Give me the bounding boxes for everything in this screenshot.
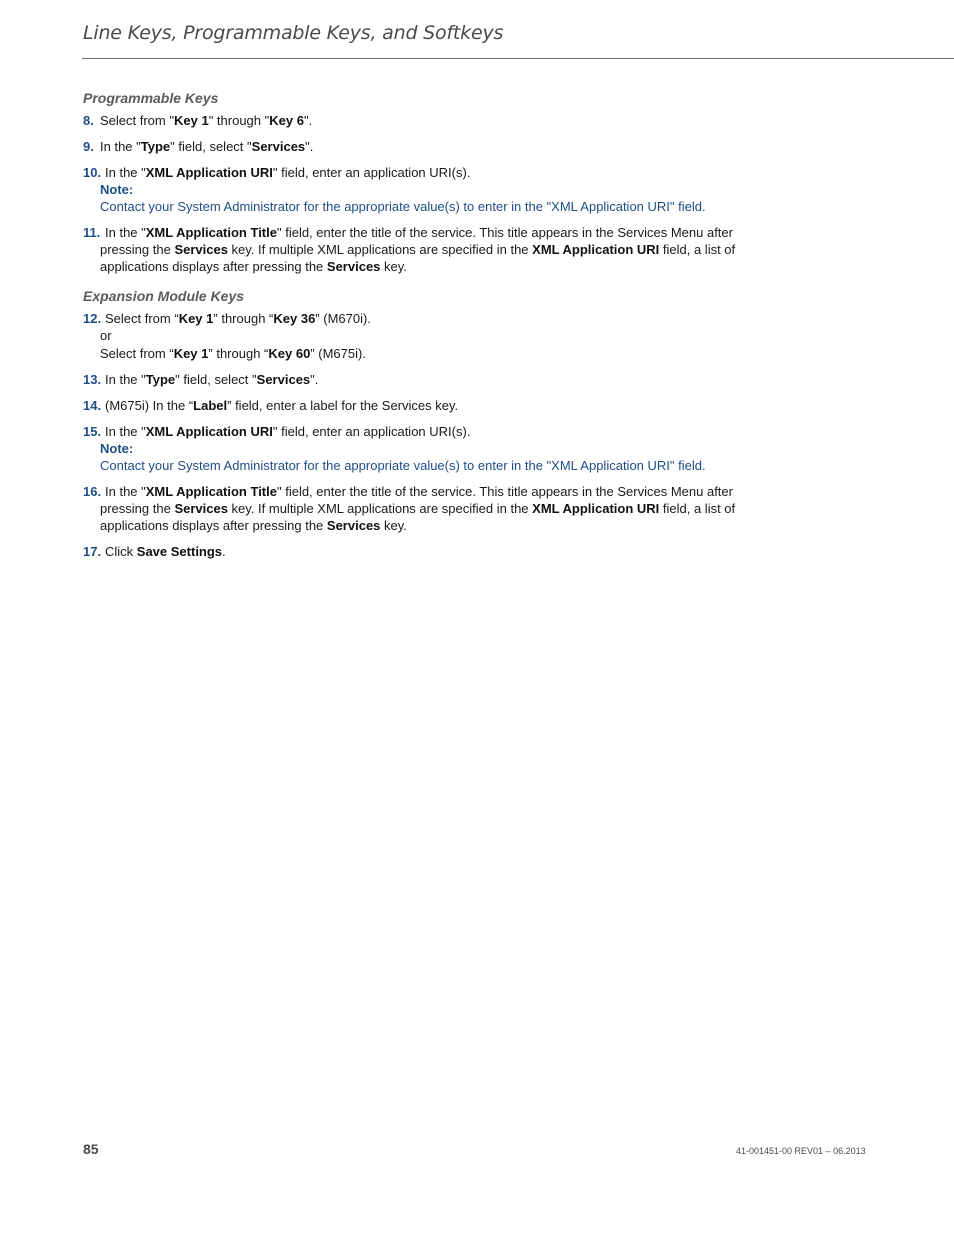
bold-term: Services bbox=[174, 242, 228, 257]
header-divider bbox=[82, 58, 954, 59]
text-run: ". bbox=[303, 113, 313, 128]
bold-term: Type bbox=[145, 372, 176, 387]
text-run: In the " bbox=[100, 139, 141, 154]
text-run: Select from “ bbox=[105, 311, 179, 326]
step-number: 14. bbox=[83, 398, 102, 413]
note-text: Contact your System Administrator for the appropriate value(s) to enter in the "XML Application URI" field. bbox=[100, 199, 706, 214]
bold-term: Services bbox=[326, 518, 381, 533]
bold-term: XML Application URI bbox=[532, 242, 660, 257]
text-run: key. bbox=[380, 518, 407, 533]
text-run: " field, select " bbox=[170, 139, 252, 154]
text-run: field, a list of applications displays after pressing the bbox=[100, 501, 736, 533]
step-text bbox=[100, 164, 783, 181]
text-run: " field, enter an application URI(s). bbox=[272, 424, 471, 439]
text-run: In the " bbox=[105, 484, 146, 499]
step-number: 15. bbox=[83, 424, 102, 439]
note-label: Note: bbox=[100, 441, 134, 456]
step-text bbox=[100, 371, 783, 388]
step-text bbox=[100, 138, 783, 155]
step-item bbox=[83, 543, 783, 560]
bold-term: Key 6 bbox=[269, 113, 304, 128]
note-label: Note: bbox=[100, 182, 134, 197]
bold-term: Services bbox=[174, 501, 228, 516]
step-number: 8. bbox=[83, 113, 94, 128]
bold-term: Services bbox=[251, 139, 306, 154]
step-number: 17. bbox=[83, 544, 102, 559]
bold-term: XML Application URI bbox=[145, 165, 273, 180]
text-run: ” (M675i). bbox=[310, 346, 366, 361]
text-run: " through " bbox=[208, 113, 270, 128]
bold-term: Label bbox=[193, 398, 228, 413]
step-item bbox=[83, 164, 783, 215]
bold-term: Key 1 bbox=[178, 311, 214, 326]
text-run: " field, enter an application URI(s). bbox=[272, 165, 471, 180]
text-run: (M675i) In the “ bbox=[105, 398, 194, 413]
bold-term: Key 36 bbox=[273, 311, 316, 326]
step-item bbox=[83, 138, 783, 155]
step-text bbox=[100, 423, 783, 440]
step-number: 10. bbox=[83, 165, 102, 180]
bold-term: Key 1 bbox=[173, 113, 209, 128]
step-number: 11. bbox=[83, 225, 101, 240]
text-run: key. If multiple XML applications are specified in the bbox=[227, 501, 533, 516]
bold-term: XML Application Title bbox=[145, 225, 277, 240]
note-text: Contact your System Administrator for the appropriate value(s) to enter in the "XML Application URI" field. bbox=[100, 458, 706, 473]
text-run: ” (M670i). bbox=[315, 311, 371, 326]
step-text bbox=[100, 112, 783, 129]
text-run: " field, enter the title of the service. This title appears in the Services Menu after pressing the bbox=[100, 484, 733, 516]
bold-term: Key 1 bbox=[173, 346, 209, 361]
step-number: 9. bbox=[83, 139, 94, 154]
bold-term: Services bbox=[256, 372, 311, 387]
step-text bbox=[100, 310, 783, 327]
step-item bbox=[83, 397, 783, 414]
text-run: key. If multiple XML applications are specified in the bbox=[227, 242, 533, 257]
text-run: " field, enter the title of the service. This title appears in the Services Menu after pressing the bbox=[100, 225, 733, 257]
document-body bbox=[83, 90, 783, 560]
text-run: ” field, enter a label for the Services key. bbox=[227, 398, 459, 413]
bold-term: Services bbox=[326, 259, 381, 274]
page-header-title: Line Keys, Programmable Keys, and Softkeys bbox=[83, 22, 504, 44]
bold-term: XML Application URI bbox=[532, 501, 660, 516]
bold-term: Save Settings bbox=[136, 544, 223, 559]
section-heading: Expansion Module Keys bbox=[83, 288, 245, 304]
step-text bbox=[100, 483, 783, 534]
text-run: Select from “ bbox=[100, 346, 174, 361]
text-run: or bbox=[100, 328, 112, 343]
text-run: ” through “ bbox=[208, 346, 269, 361]
step-item bbox=[83, 483, 783, 534]
bold-term: XML Application Title bbox=[145, 484, 277, 499]
text-run: In the " bbox=[105, 372, 146, 387]
page-number: 85 bbox=[83, 1141, 99, 1157]
step-continuation bbox=[100, 345, 783, 362]
step-item bbox=[83, 224, 783, 275]
text-run: key. bbox=[380, 259, 407, 274]
step-number: 16. bbox=[83, 484, 102, 499]
document-id: 41-001451-00 REV01 – 06.2013 bbox=[736, 1146, 866, 1156]
text-run: field, a list of applications displays after pressing the bbox=[100, 242, 736, 274]
step-item bbox=[83, 310, 783, 362]
text-run: Click bbox=[105, 544, 137, 559]
step-text bbox=[100, 397, 783, 414]
bold-term: Type bbox=[140, 139, 171, 154]
text-run: ” through “ bbox=[213, 311, 274, 326]
step-item bbox=[83, 371, 783, 388]
text-run: In the " bbox=[105, 225, 146, 240]
text-run: In the " bbox=[105, 424, 146, 439]
step-continuation bbox=[100, 327, 783, 344]
text-run: ". bbox=[310, 372, 319, 387]
text-run: Select from " bbox=[100, 113, 174, 128]
step-text bbox=[100, 543, 783, 560]
step-text bbox=[100, 224, 783, 275]
step-number: 12. bbox=[83, 311, 102, 326]
text-run: In the " bbox=[105, 165, 146, 180]
section-heading: Programmable Keys bbox=[83, 90, 219, 106]
text-run: ". bbox=[305, 139, 314, 154]
bold-term: Key 60 bbox=[268, 346, 311, 361]
text-run: " field, select " bbox=[175, 372, 257, 387]
step-item bbox=[83, 423, 783, 474]
step-item bbox=[83, 112, 783, 129]
bold-term: XML Application URI bbox=[145, 424, 273, 439]
step-number: 13. bbox=[83, 372, 102, 387]
text-run: . bbox=[222, 544, 226, 559]
